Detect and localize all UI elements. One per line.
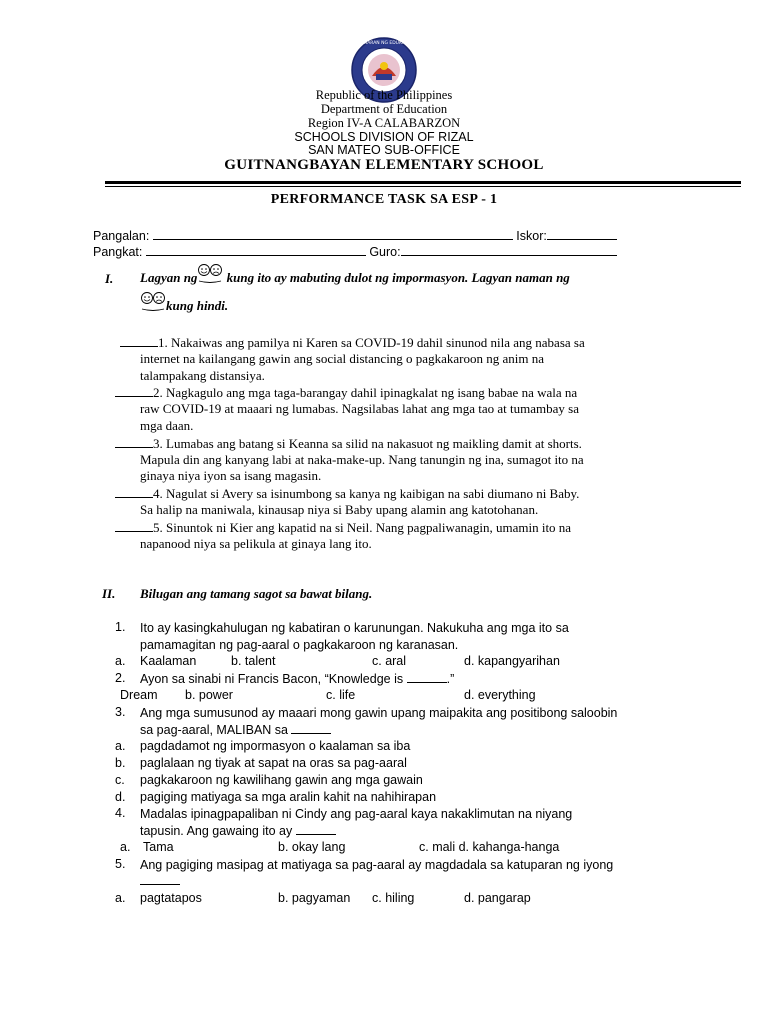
- option-label: a.: [120, 840, 131, 854]
- section-1-number: I.: [105, 271, 114, 286]
- item-continuation: raw COVID-19 at maaari ng lumabas. Nagsilabas lahat ang mga tao at tumambay sa: [140, 401, 579, 417]
- item-continuation: ginaya niya iyon sa isang magasin.: [140, 468, 322, 484]
- option-a[interactable]: Kaalaman: [140, 654, 197, 668]
- option-d[interactable]: pagiging matiyaga sa mga aralin kahit na nahihirapan: [140, 790, 437, 804]
- seal-text: KAGAWARAN NG EDUKASYON: [350, 41, 418, 46]
- option-d[interactable]: d. everything: [464, 688, 536, 702]
- list-item: 1. Nakaiwas ang pamilya ni Karen sa COVID-19 dahil sinunod nila ang nabasa sa: [120, 334, 674, 352]
- item-continuation: internet na kailangang gawin ang social distancing o pagkakaroon ng anim na: [140, 350, 544, 366]
- answer-blank[interactable]: [115, 384, 153, 397]
- instruction-part-c: kung hindi.: [166, 298, 229, 313]
- option-label: a.: [115, 739, 126, 753]
- smiley-sad-icon: [140, 290, 166, 312]
- pangkat-field[interactable]: [146, 244, 366, 256]
- option-label: a.: [115, 891, 126, 905]
- name-line: [93, 228, 617, 243]
- smiley-happy-sad-icon: [197, 262, 223, 284]
- answer-blank[interactable]: [115, 485, 153, 498]
- section-2-instruction: Bilugan ang tamang sagot sa bawat bilang.: [140, 586, 373, 601]
- answer-blank[interactable]: [115, 435, 153, 448]
- option-a[interactable]: Tama: [143, 840, 174, 854]
- answer-blank[interactable]: [291, 722, 331, 734]
- header-divider: [105, 181, 741, 184]
- option-c[interactable]: pagkakaroon ng kawilihang gawin ang mga gawain: [140, 773, 423, 787]
- question-text: Ayon sa sinabi ni Francis Bacon, “Knowledge is .”: [140, 672, 455, 686]
- pangalan-field[interactable]: [153, 228, 513, 240]
- option-a[interactable]: Dream: [120, 688, 158, 702]
- option-label: d.: [115, 790, 126, 804]
- option-b[interactable]: b. pagyaman: [278, 891, 351, 905]
- question-number: 1.: [115, 620, 126, 634]
- question-number: 4.: [115, 806, 126, 820]
- question-text: Ito ay kasingkahulugan ng kabatiran o karunungan. Nakukuha ang mga ito sa: [140, 621, 569, 635]
- header-republic: Republic of the Philippines: [315, 88, 453, 102]
- answer-blank[interactable]: [140, 873, 180, 885]
- item-continuation: napanood niya sa pelikula at ginaya lang ito.: [140, 535, 372, 551]
- item-continuation: Mapula din ang kanyang labi at naka-make-up. Nang tanungin ng ina, sumagot ito na: [140, 451, 584, 467]
- list-item: 5. Sinuntok ni Kier ang kapatid na si Neil. Nang pagpaliwanagin, umamin ito na: [115, 519, 674, 537]
- section-1-instruction: [140, 262, 674, 286]
- instruction-part-b: kung ito ay mabuting dulot ng impormasyon. Lagyan naman ng: [226, 270, 570, 285]
- option-c-d[interactable]: c. mali d. kahanga-hanga: [419, 840, 560, 854]
- answer-blank[interactable]: [407, 671, 447, 683]
- guro-field[interactable]: [401, 244, 617, 256]
- answer-blank[interactable]: [120, 334, 158, 347]
- section-line: [93, 244, 617, 259]
- answer-blank[interactable]: [296, 823, 336, 835]
- option-c[interactable]: c. life: [326, 688, 356, 702]
- option-a[interactable]: pagdadamot ng impormasyon o kaalaman sa iba: [140, 739, 411, 753]
- option-label: b.: [115, 756, 126, 770]
- question-text: Ang mga sumusunod ay maaari mong gawin upang maipakita ang positibong saloobin: [140, 706, 618, 720]
- iskor-label: Iskor:: [516, 229, 547, 243]
- pangalan-label: Pangalan:: [93, 229, 150, 243]
- question-text: Madalas ipinagpapaliban ni Cindy ang pag-aaral kaya nakaklimutan na niyang: [140, 807, 573, 821]
- question-text: [140, 873, 674, 890]
- question-text: Ang pagiging masipag at matiyaga sa pag-aaral ay magdadala sa katuparan ng iyong: [140, 858, 614, 872]
- option-b[interactable]: b. okay lang: [278, 840, 346, 854]
- option-c[interactable]: c. hiling: [372, 891, 415, 905]
- guro-label: Guro:: [369, 245, 401, 259]
- header-region: Region IV-A CALABARZON: [307, 116, 461, 130]
- list-item: 2. Nagkagulo ang mga taga-barangay dahil ipinagkalat ng isang babae na wala na: [115, 384, 674, 402]
- option-d[interactable]: d. kapangyarihan: [464, 654, 560, 668]
- header-divider-thin: [105, 186, 741, 187]
- item-continuation: talampakang distansiya.: [140, 367, 265, 383]
- pangkat-label: Pangkat:: [93, 245, 143, 259]
- option-d[interactable]: d. pangarap: [464, 891, 531, 905]
- header-division: SCHOOLS DIVISION OF RIZAL: [294, 130, 474, 144]
- header-department: Department of Education: [320, 102, 448, 116]
- section-2-number: II.: [102, 586, 116, 601]
- school-name: GUITNANGBAYAN ELEMENTARY SCHOOL: [224, 157, 544, 173]
- question-number: 2.: [115, 671, 126, 685]
- instruction-part-a: Lagyan ng: [140, 270, 198, 285]
- option-label: c.: [115, 773, 125, 787]
- option-c[interactable]: c. aral: [372, 654, 407, 668]
- question-number: 5.: [115, 857, 126, 871]
- iskor-field[interactable]: [547, 228, 617, 240]
- list-item: 3. Lumabas ang batang si Keanna sa silid na nakasuot ng maikling damit at shorts.: [115, 435, 674, 453]
- section-1-instruction-cont: [140, 290, 228, 314]
- question-text: pamamagitan ng pag-aaral o pagkakaroon ng karanasan.: [140, 638, 459, 652]
- question-number: 3.: [115, 705, 126, 719]
- question-text: sa pag-aaral, MALIBAN sa: [140, 722, 674, 739]
- option-label: a.: [115, 654, 126, 668]
- question-text: tapusin. Ang gawaing ito ay: [140, 823, 674, 840]
- page-title: PERFORMANCE TASK SA ESP - 1: [270, 192, 498, 207]
- item-continuation: Sa halip na maniwala, kinausap niya si Baby upang alamin ang katotohanan.: [140, 502, 539, 517]
- option-b[interactable]: b. power: [185, 688, 233, 702]
- answer-blank[interactable]: [115, 519, 153, 532]
- list-item: 4. Nagulat si Avery sa isinumbong sa kanya ng kaibigan na sabi diumano ni Baby.: [115, 485, 674, 503]
- option-a[interactable]: pagtatapos: [140, 891, 202, 905]
- item-continuation: mga daan.: [140, 418, 194, 433]
- option-b[interactable]: paglalaan ng tiyak at sapat na oras sa pag-aaral: [140, 756, 407, 770]
- header-suboffice: SAN MATEO SUB-OFFICE: [308, 143, 460, 157]
- option-b[interactable]: b. talent: [231, 654, 276, 668]
